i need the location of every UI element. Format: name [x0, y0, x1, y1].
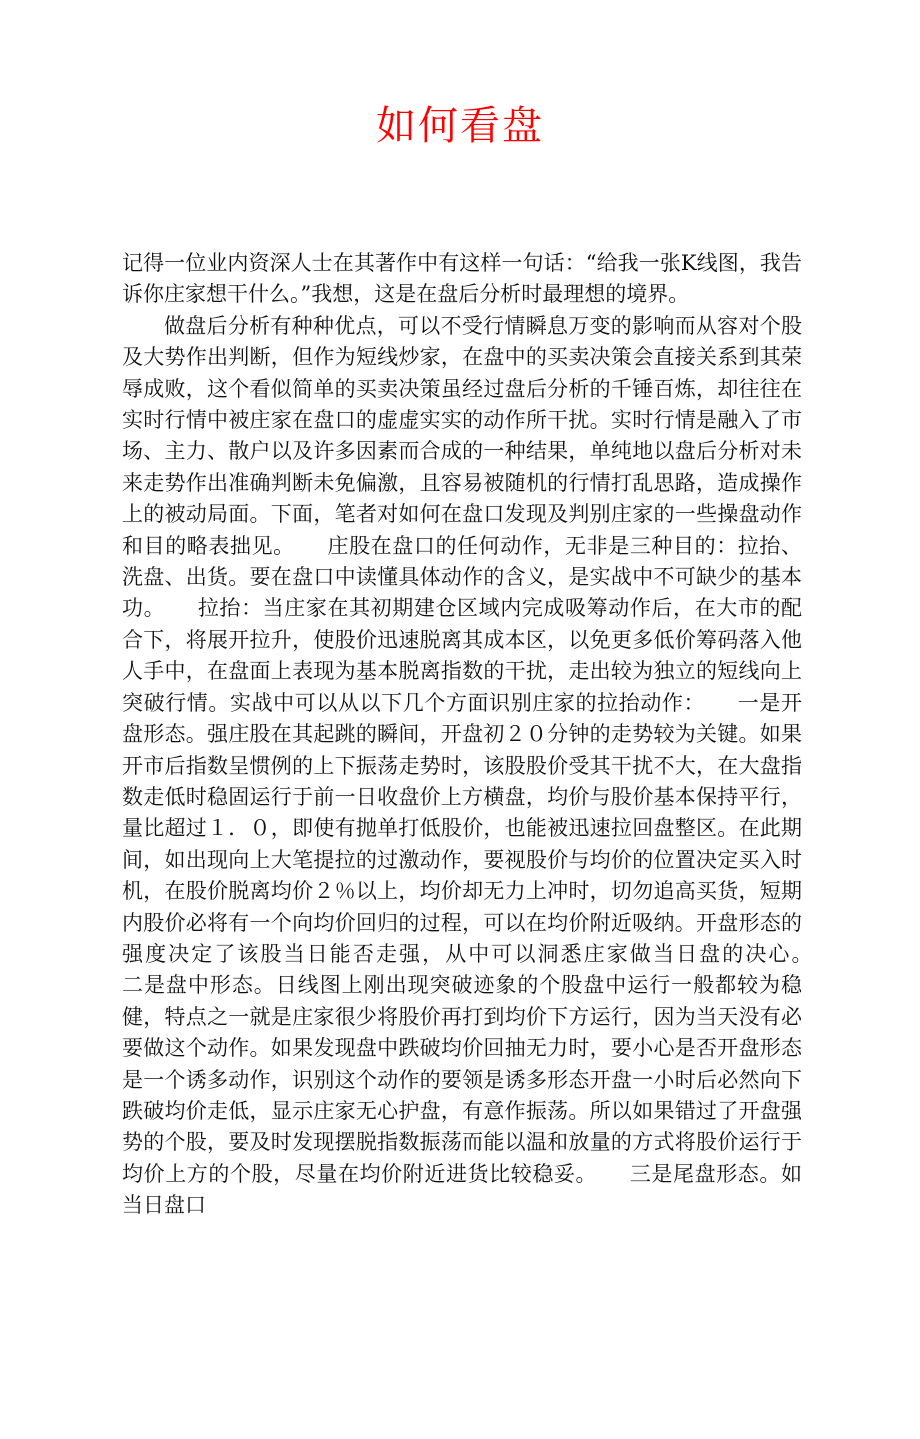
document-body	[122, 248, 844, 1222]
paragraph-main: 做盘后分析有种种优点，可以不受行情瞬息万变的影响而从容对个股及大势作出判断，但作为短线炒家，在盘中的买卖决策会直接关系到其荣辱成败，这个看似简单的买卖决策虽经过盘后分析的千锤百炼，却往往在实时行情中被庄家在盘口的虚虚实实的动作所干扰。实时行情是融入了市场、主力、散户以及许多因素而合成的一种结果，单纯地以盘后分析对未来走势作出准确判断未免偏激，且容易被随机的行情打乱思路，造成操作上的被动局面。下面，笔者对如何在盘口发现及判别庄家的一些操盘动作和目的略表拙见。 庄股在盘口的任何动作，无非是三种目的：拉抬、洗盘、出货。要在盘口中读懂具体动作的含义，是实战中不可缺少的基本功。 拉抬：当庄家在其初期建仓区域内完成吸筹动作后，在大市的配合下，将展开拉升，使股价迅速脱离其成本区，以免更多低价筹码落入他人手中，在盘面上表现为基本脱离指数的干扰，走出较为独立的短线向上突破行情。实战中可以从以下几个方面识别庄家的拉抬动作： 一是开盘形态。强庄股在其起跳的瞬间，开盘初２０分钟的走势较为关键。如果开市后指数呈惯例的上下振荡走势时，该股股价受其干扰不大，在大盘指数走低时稳固运行于前一日收盘价上方横盘，均价与股价基本保持平行，量比超过１．０，即使有抛单打低股价，也能被迅速拉回盘整区。在此期间，如出现向上大笔提拉的过激动作，要视股价与均价的位置决定买入时机，在股价脱离均价２％以上，均价却无力上冲时，切勿追高买货，短期内股价必将有一个向均价回归的过程，可以在均价附近吸纳。开盘形态的强度决定了该股当日能否走强，从中可以洞悉庄家做当日盘的决心。 二是盘中形态。日线图上刚出现突破迹象的个股盘中运行一般都较为稳健，特点之一就是庄家很少将股价再打到均价下方运行，因为当天没有必要做这个动作。如果发现盘中跌破均价回抽无力时，要小心是否开盘形态是一个诱多动作，识别这个动作的要领是诱多形态开盘一小时后必然向下跌破均价走低，显示庄家无心护盘，有意作振荡。所以如果错过了开盘强势的个股，要及时发现摆脱指数振荡而能以温和放量的方式将股价运行于均价上方的个股，尽量在均价附近进货比较稳妥。 三是尾盘形态。如当日盘口	[122, 313, 844, 1218]
document-title: 如何看盘	[376, 103, 544, 149]
paragraph-intro: 记得一位业内资深人士在其著作中有这样一句话：“给我一张K线图，我告诉你庄家想干什么。”我想，这是在盘后分析时最理想的境界。	[122, 251, 802, 307]
